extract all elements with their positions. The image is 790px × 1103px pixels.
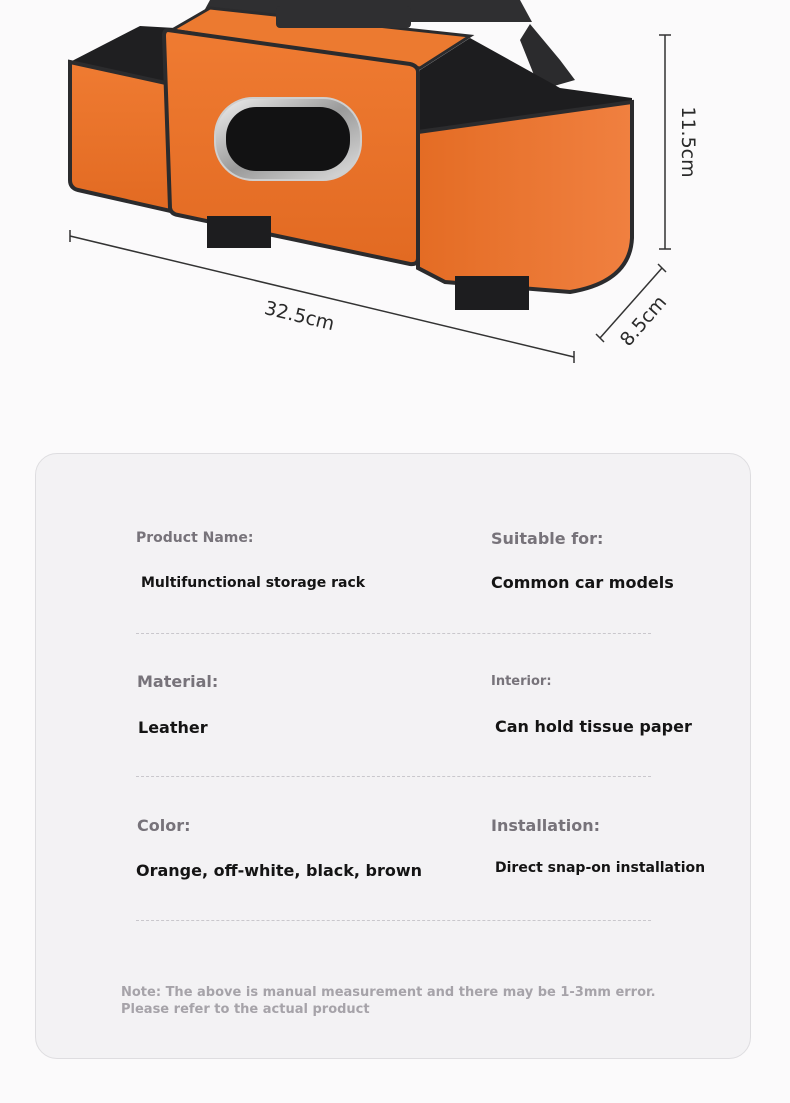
divider [136,633,651,634]
right-compartment [418,38,632,292]
spec-value-interior: Can hold tissue paper [495,717,692,736]
spec-label-suitable-for: Suitable for: [491,529,604,548]
divider [136,776,651,777]
height-dimension [659,35,699,249]
spec-label-interior: Interior: [491,674,552,689]
tissue-opening [226,107,350,171]
spec-label-installation: Installation: [491,816,600,835]
measurement-note: Note: The above is manual measurement and there may be 1-3mm error. Please refer to the actual product [121,985,656,1017]
height-label: 11.5cm [677,106,699,178]
spec-value-color: Orange, off-white, black, brown [136,861,423,880]
spec-label-product-name: Product Name: [136,530,254,546]
spec-value-material: Leather [138,718,208,737]
lid-handle [276,6,411,28]
spec-value-suitable-for: Common car models [491,573,674,592]
spec-value-product-name: Multifunctional storage rack [141,575,366,591]
divider [136,920,651,921]
product-illustration [0,0,790,420]
spec-card [35,453,751,1059]
width-label: 32.5cm [262,297,337,336]
depth-label: 8.5cm [615,291,672,351]
spec-label-color: Color: [137,816,191,835]
clip-foot-left [207,216,271,248]
left-compartment [70,26,175,212]
clip-foot-right [455,276,529,310]
spec-value-installation: Direct snap-on installation [495,860,706,876]
tissue-box [164,30,418,264]
spec-label-material: Material: [137,672,219,691]
product-hero [0,0,790,420]
